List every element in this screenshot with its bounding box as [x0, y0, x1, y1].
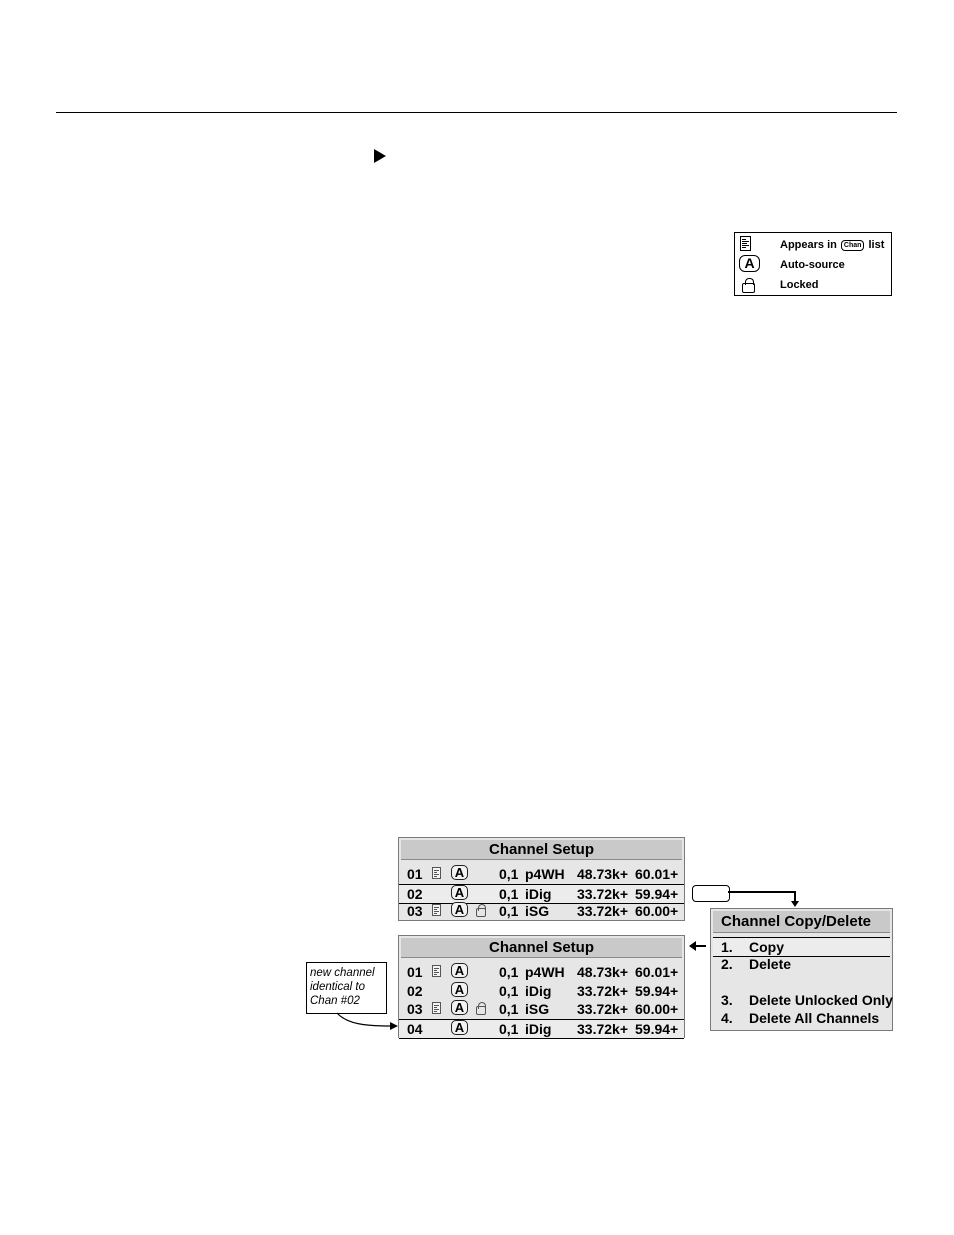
list-icon [432, 867, 441, 879]
channel-row[interactable] [399, 865, 684, 883]
list-icon [432, 904, 441, 916]
channel-row[interactable] [399, 1000, 684, 1018]
channel-vfreq: 60.01+ [635, 964, 679, 980]
auto-source-icon: A [451, 1000, 468, 1015]
note-line: new channel [310, 967, 375, 979]
auto-source-icon: A [451, 1020, 468, 1035]
channel-hfreq: 33.72k+ [577, 1001, 628, 1017]
channel-vfreq: 60.00+ [635, 903, 679, 919]
auto-source-icon: A [739, 255, 760, 272]
note-pointer-arrow [335, 1012, 399, 1032]
menu-key-button[interactable] [692, 885, 730, 902]
channel-vfreq: 59.94+ [635, 885, 679, 902]
channel-number: 02 [407, 885, 423, 902]
channel-number: 01 [407, 964, 423, 980]
auto-source-icon: A [451, 865, 468, 880]
channel-row[interactable] [399, 902, 684, 920]
menu-item-delete-all-channels[interactable] [713, 1009, 890, 1027]
note-line: identical to [310, 981, 365, 993]
list-icon [432, 1002, 441, 1014]
arrow-to-menu [728, 888, 800, 908]
channel-row[interactable] [399, 963, 684, 981]
menu-item-label: Delete [749, 956, 792, 972]
channel-input: 0,1 [499, 866, 519, 882]
legend-item-list [735, 235, 891, 255]
header-rule [56, 112, 897, 113]
menu-item-delete[interactable] [713, 955, 890, 973]
list-icon [740, 236, 751, 251]
lock-icon [742, 278, 755, 293]
channel-input: 0,1 [499, 964, 519, 980]
channel-number: 03 [407, 1001, 423, 1017]
channel-number: 03 [407, 903, 423, 919]
channel-name: p4WH [525, 866, 565, 882]
menu-item-label: Delete All Channels [749, 1010, 880, 1026]
channel-input: 0,1 [499, 982, 519, 999]
channel-hfreq: 33.72k+ [577, 1020, 628, 1037]
channel-setup-panel-bottom [398, 935, 685, 1038]
new-channel-note [306, 962, 387, 1014]
icon-legend [734, 232, 892, 296]
menu-item-label: Delete Unlocked Only [749, 992, 893, 1008]
lock-icon [476, 1006, 486, 1015]
channel-setup-panel-top [398, 837, 685, 921]
channel-vfreq: 60.00+ [635, 1001, 679, 1017]
channel-hfreq: 33.72k+ [577, 903, 628, 919]
menu-item-number: 3. [721, 992, 733, 1008]
channel-name: iSG [525, 1001, 550, 1017]
legend-label-appears: Appears in [780, 239, 837, 251]
channel-number: 02 [407, 982, 423, 999]
channel-input: 0,1 [499, 1001, 519, 1017]
menu-item-number: 1. [721, 939, 733, 955]
channel-input: 0,1 [499, 885, 519, 902]
channel-hfreq: 48.73k+ [577, 866, 628, 882]
channel-name: iDig [525, 982, 552, 999]
chan-key-pill: Chan [841, 240, 865, 251]
channel-name: iDig [525, 885, 552, 902]
legend-label-auto: Auto-source [780, 259, 845, 271]
legend-label-lock: Locked [780, 279, 819, 291]
channel-copy-delete-menu [710, 908, 893, 1031]
legend-item-auto [735, 255, 891, 275]
menu-item-label: Copy [749, 939, 784, 955]
auto-source-icon: A [451, 982, 468, 997]
channel-name: p4WH [525, 964, 565, 980]
menu-item-number: 4. [721, 1010, 733, 1026]
legend-label-list: list [868, 239, 885, 251]
channel-vfreq: 59.94+ [635, 1020, 679, 1037]
panel-title: Channel Setup [401, 840, 682, 860]
list-icon [432, 965, 441, 977]
channel-input: 0,1 [499, 903, 519, 919]
play-triangle-icon [374, 149, 386, 163]
channel-name: iDig [525, 1020, 552, 1037]
channel-input: 0,1 [499, 1020, 519, 1037]
channel-hfreq: 33.72k+ [577, 982, 628, 999]
channel-number: 01 [407, 866, 423, 882]
channel-hfreq: 33.72k+ [577, 885, 628, 902]
channel-row[interactable] [399, 982, 684, 1000]
channel-row[interactable] [399, 1019, 684, 1039]
channel-row[interactable] [399, 884, 684, 904]
menu-title: Channel Copy/Delete [713, 911, 890, 933]
channel-number: 04 [407, 1020, 423, 1037]
auto-source-icon: A [451, 885, 468, 900]
panel-title: Channel Setup [401, 938, 682, 958]
auto-source-icon: A [451, 902, 468, 917]
menu-item-copy[interactable] [713, 937, 890, 957]
legend-item-lock [735, 275, 891, 295]
menu-item-delete-unlocked-only[interactable] [713, 991, 893, 1009]
menu-item-number: 2. [721, 956, 733, 972]
auto-source-icon: A [451, 963, 468, 978]
note-line: Chan #02 [310, 995, 360, 1007]
channel-hfreq: 48.73k+ [577, 964, 628, 980]
lock-icon [476, 908, 486, 917]
channel-vfreq: 59.94+ [635, 982, 679, 999]
channel-vfreq: 60.01+ [635, 866, 679, 882]
arrow-to-panel [689, 940, 707, 952]
channel-name: iSG [525, 903, 550, 919]
